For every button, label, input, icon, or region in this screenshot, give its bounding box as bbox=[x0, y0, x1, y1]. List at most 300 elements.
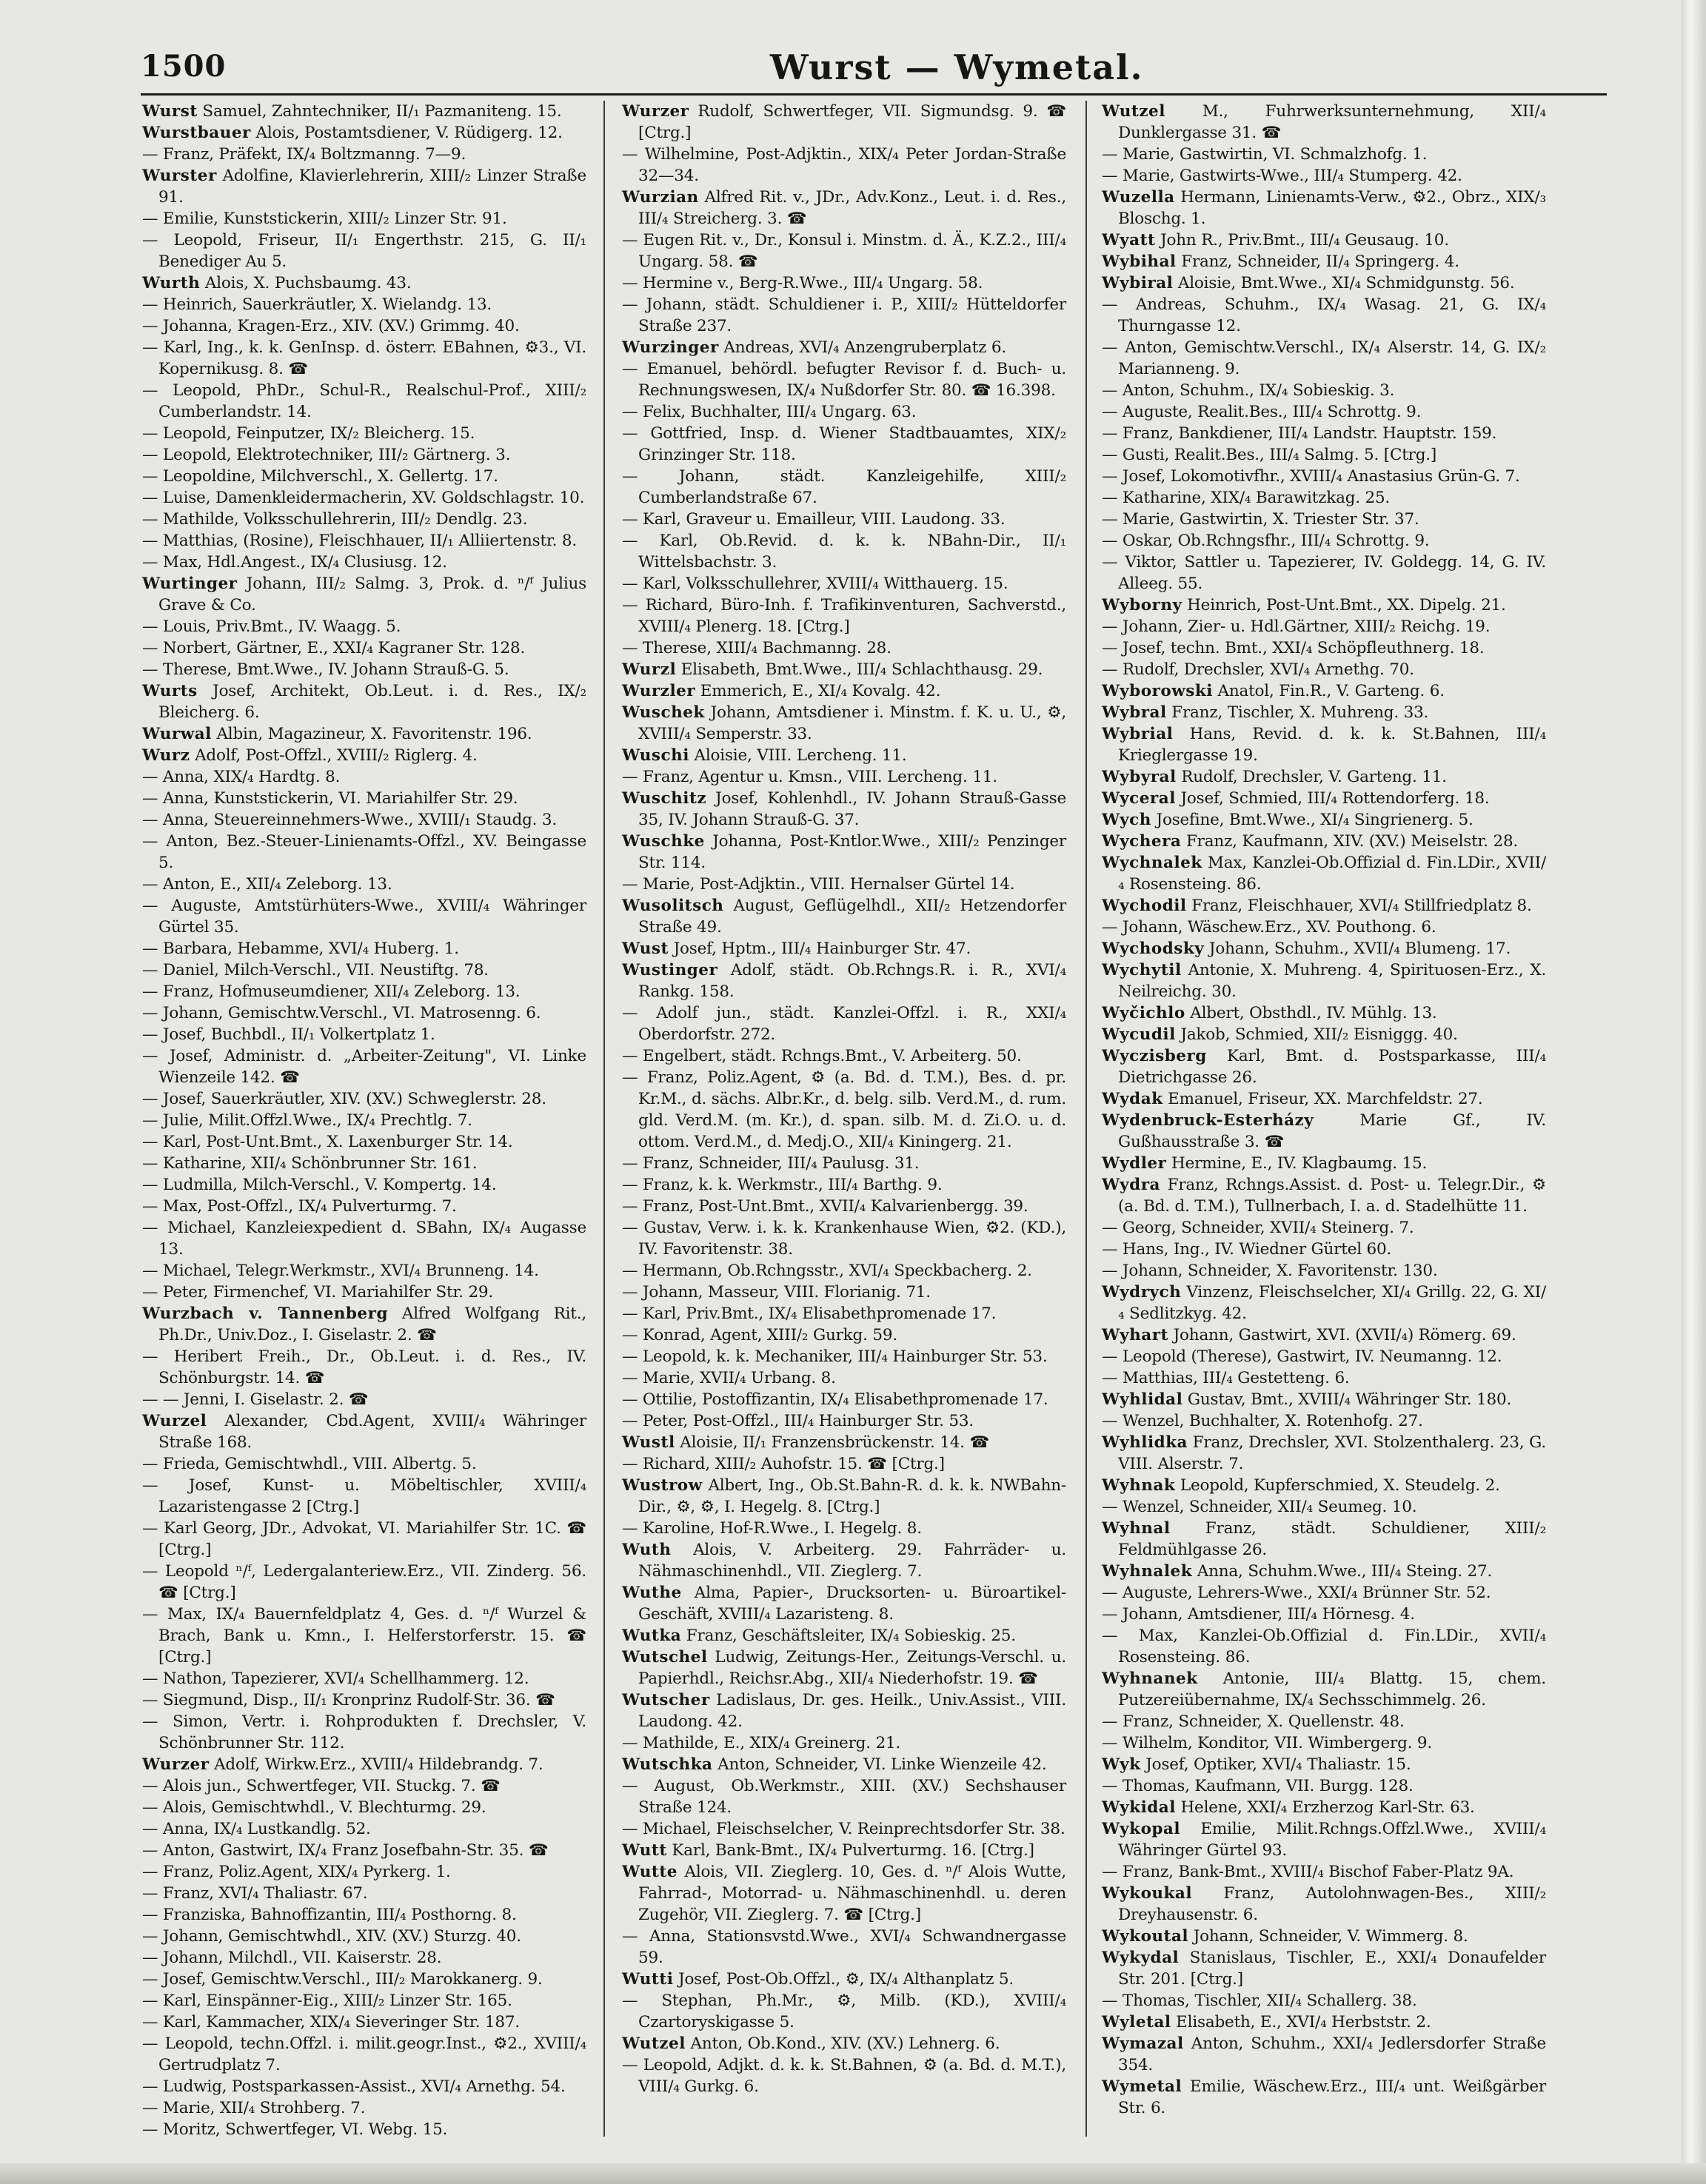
entry-text: — Hermann, Ob.Rchngsstr., XVI/₄ Speckbacherg. 2. bbox=[622, 1262, 1032, 1280]
entry-surname: Wustl bbox=[622, 1433, 675, 1452]
entry-text: — Johann, städt. Schuldiener i. P., XIII/₂ Hütteldorfer Straße 237. bbox=[622, 295, 1066, 335]
directory-entry bbox=[1102, 466, 1546, 487]
entry-text: Alois, V. Arbeiterg. 29. Fahrräder- u. Nähmaschinenhdl., VII. Zieglerg. 7. bbox=[638, 1541, 1066, 1581]
entry-surname: Wykoutal bbox=[1102, 1927, 1189, 1946]
directory-entry bbox=[142, 1883, 586, 1904]
entry-text: Emilie, Wäschew.Erz., III/₄ unt. Weißgärber Str. 6. bbox=[1118, 2077, 1546, 2117]
directory-entry bbox=[142, 1475, 586, 1518]
entry-text: — Franz, k. k. Werkmstr., III/₄ Barthg. 9. bbox=[622, 1176, 943, 1194]
directory-entry bbox=[142, 1002, 586, 1024]
entry-text: — Simon, Vertr. i. Rohprodukten f. Drechsler, V. Schönbrunner Str. 112. bbox=[142, 1712, 586, 1752]
entry-surname: Wychera bbox=[1102, 832, 1182, 851]
entry-text: Johann, Gastwirt, XVI. (XVII/₄) Römerg. 69. bbox=[1168, 1326, 1516, 1344]
entry-surname: Wutschka bbox=[622, 1755, 713, 1774]
directory-entry bbox=[142, 487, 586, 509]
entry-text: Alois, X. Puchsbaumg. 43. bbox=[200, 274, 412, 292]
entry-surname: Wurts bbox=[142, 682, 198, 700]
entry-text: — Josef, Gemischtw.Verschl., III/₂ Marokkanerg. 9. bbox=[142, 1970, 543, 1989]
entry-text: — Franz, Bank-Bmt., XVIII/₄ Bischof Faber-Platz 9A. bbox=[1102, 1863, 1514, 1881]
entry-text: Franz, Schneider, II/₄ Springerg. 4. bbox=[1176, 252, 1459, 271]
entry-text: — Anton, Bez.-Steuer-Linienamts-Offzl., XV. Beingasse 5. bbox=[142, 832, 586, 872]
directory-entry bbox=[1102, 1410, 1546, 1432]
entry-text: Heinrich, Post-Unt.Bmt., XX. Dipelg. 21. bbox=[1182, 596, 1506, 614]
entry-surname: Wyhnanek bbox=[1102, 1669, 1198, 1688]
directory-entry bbox=[622, 294, 1066, 337]
entry-surname: Wykopal bbox=[1102, 1820, 1181, 1838]
entry-text: — Franz, Schneider, X. Quellenstr. 48. bbox=[1102, 1712, 1405, 1731]
entry-text: Emmerich, E., XI/₄ Kovalg. 42. bbox=[695, 682, 941, 700]
entry-text: — Engelbert, städt. Rchngs.Bmt., V. Arbeiterg. 50. bbox=[622, 1047, 1022, 1065]
entry-surname: Wychodil bbox=[1102, 897, 1187, 915]
entry-text: Franz, Tischler, X. Muhreng. 33. bbox=[1166, 703, 1429, 722]
entry-text: — Michael, Kanzleiexpedient d. SBahn, IX/₄ Augasse 13. bbox=[142, 1219, 586, 1259]
entry-text: — Johann, städt. Kanzleigehilfe, XIII/₂ Cumberlandstraße 67. bbox=[622, 467, 1066, 507]
entry-text: — Karl, Priv.Bmt., IX/₄ Elisabethpromenade 17. bbox=[622, 1304, 997, 1323]
directory-entry bbox=[142, 1024, 586, 1045]
directory-entry bbox=[622, 1002, 1066, 1045]
directory-entry bbox=[1102, 2076, 1546, 2119]
directory-entry bbox=[142, 2012, 586, 2033]
entry-text: — Ludmilla, Milch-Verschl., V. Kompertg. 14. bbox=[142, 1176, 497, 1194]
directory-entry bbox=[142, 101, 586, 122]
entry-text: — Franz, Post-Unt.Bmt., XVII/₄ Kalvarienbergg. 39. bbox=[622, 1197, 1028, 1216]
entry-text: — Franz, XVI/₄ Thaliastr. 67. bbox=[142, 1884, 368, 1903]
entry-text: Alma, Papier-, Drucksorten- u. Büroartikel-Geschäft, XVIII/₄ Lazaristeng. 8. bbox=[638, 1584, 1066, 1624]
entry-text: Antonie, III/₄ Blattg. 15, chem. Putzereiübernahme, IX/₄ Sechsschimmelg. 26. bbox=[1118, 1669, 1546, 1709]
directory-entry bbox=[142, 788, 586, 809]
entry-text: — Marie, XVII/₄ Urbang. 8. bbox=[622, 1369, 836, 1387]
entry-text: Josef, Schmied, III/₄ Rottendorferg. 18. bbox=[1175, 789, 1490, 808]
entry-text: Ludwig, Zeitungs-Her., Zeitungs-Verschl. u. Papierhdl., Reichsr.Abg., XII/₄ Niederhofstr. 19. ☎ bbox=[638, 1648, 1066, 1688]
directory-entry bbox=[1102, 2012, 1546, 2033]
directory-entry bbox=[142, 1088, 586, 1110]
entry-surname: Wurster bbox=[142, 167, 217, 185]
directory-entry bbox=[1102, 1775, 1546, 1797]
directory-entry bbox=[142, 1818, 586, 1840]
entry-surname: Wyk bbox=[1102, 1755, 1141, 1774]
directory-entry bbox=[1102, 444, 1546, 466]
entry-text: — Franziska, Bahnoffizantin, III/₄ Posthorng. 8. bbox=[142, 1906, 517, 1924]
entry-surname: Wurtinger bbox=[142, 575, 238, 593]
entry-text: — Daniel, Milch-Verschl., VII. Neustiftg. 78. bbox=[142, 961, 489, 979]
entry-text: Franz, Kaufmann, XIV. (XV.) Meiselstr. 28. bbox=[1181, 832, 1519, 851]
directory-entry bbox=[142, 831, 586, 874]
directory-entry bbox=[142, 1389, 586, 1410]
directory-entry bbox=[1102, 723, 1546, 766]
entry-text: — Alois jun., Schwertfeger, VII. Stuckg. 7. ☎ bbox=[142, 1777, 501, 1795]
directory-entry bbox=[622, 895, 1066, 938]
entry-text: — Norbert, Gärtner, E., XXI/₄ Kagraner Str. 128. bbox=[142, 639, 526, 657]
directory-entry bbox=[142, 1174, 586, 1196]
entry-surname: Wydra bbox=[1102, 1176, 1160, 1194]
directory-entry bbox=[1102, 1174, 1546, 1217]
entry-text: — Viktor, Sattler u. Tapezierer, IV. Goldegg. 14, G. IV. Alleeg. 55. bbox=[1102, 553, 1546, 593]
directory-entry bbox=[142, 981, 586, 1002]
entry-surname: Wybrial bbox=[1102, 725, 1174, 743]
entry-text: — Thomas, Tischler, XII/₄ Schallerg. 38. bbox=[1102, 1992, 1417, 2010]
entry-surname: Wuthe bbox=[622, 1584, 682, 1602]
directory-entry bbox=[1102, 251, 1546, 272]
entry-text: — Max, Kanzlei-Ob.Offizial d. Fin.LDir., XVII/₄ Rosensteing. 86. bbox=[1102, 1627, 1546, 1667]
directory-entry bbox=[1102, 1625, 1546, 1668]
entry-text: Leopold, Kupferschmied, X. Steudelg. 2. bbox=[1175, 1476, 1500, 1495]
directory-entry bbox=[1102, 1324, 1546, 1346]
entry-text: Hermine, E., IV. Klagbaumg. 15. bbox=[1166, 1154, 1428, 1173]
directory-entry bbox=[142, 1775, 586, 1797]
entry-text: — Stephan, Ph.Mr., ⚙, Milb. (KD.), XVIII/₄ Czartoryskigasse 5. bbox=[622, 1992, 1066, 2031]
entry-surname: Wurth bbox=[142, 274, 201, 292]
entry-text: — Johann, Zier- u. Hdl.Gärtner, XIII/₂ Reichg. 19. bbox=[1102, 617, 1491, 636]
directory-entry bbox=[622, 573, 1066, 594]
entry-text: Stanislaus, Tischler, E., XXI/₄ Donaufelder Str. 201. [Ctrg.] bbox=[1118, 1949, 1546, 1989]
entry-text: — Josef, Sauerkräutler, XIV. (XV.) Schweglerstr. 28. bbox=[142, 1090, 546, 1108]
entry-surname: Wykoukal bbox=[1102, 1884, 1193, 1903]
directory-entry bbox=[622, 1775, 1066, 1818]
directory-entry bbox=[1102, 401, 1546, 423]
directory-entry bbox=[142, 1604, 586, 1668]
directory-entry bbox=[622, 959, 1066, 1002]
page-edge bbox=[1681, 0, 1706, 2184]
directory-entry bbox=[142, 208, 586, 230]
entry-surname: Wyatt bbox=[1102, 231, 1156, 249]
directory-entry bbox=[142, 680, 586, 723]
entry-text: Aloisie, VIII. Lercheng. 11. bbox=[689, 746, 907, 765]
directory-entry bbox=[622, 1303, 1066, 1324]
directory-entry bbox=[142, 938, 586, 959]
entry-surname: Wuth bbox=[622, 1541, 672, 1559]
entry-surname: Wyhnak bbox=[1102, 1476, 1176, 1495]
directory-entry bbox=[622, 1367, 1066, 1389]
entry-surname: Wymazal bbox=[1102, 2034, 1184, 2053]
entry-text: Samuel, Zahntechniker, II/₁ Pazmaniteng. 15. bbox=[197, 102, 562, 121]
entry-text: — Hermine v., Berg-R.Wwe., III/₄ Ungarg. 58. bbox=[622, 274, 983, 292]
entry-surname: Wykidal bbox=[1102, 1798, 1176, 1817]
entry-text: Alois, VII. Zieglerg. 10, Ges. d. ⁿ/ᶠ Alois Wutte, Fahrrad-, Motorrad- u. Nähmaschinenhdl. u. deren Zugehör, VII. Zieglerg. 7. ☎ [Ctrg.] bbox=[638, 1863, 1066, 1924]
directory-entry bbox=[1102, 1002, 1546, 1024]
directory-entry bbox=[622, 766, 1066, 788]
entry-surname: Wyletal bbox=[1102, 2013, 1171, 2031]
entry-text: — Johann, Gemischtw.Verschl., VI. Matrosenng. 6. bbox=[142, 1004, 541, 1022]
entry-text: — Marie, Gastwirtin, X. Triester Str. 37. bbox=[1102, 510, 1419, 529]
entry-text: — Leopold, k. k. Mechaniker, III/₄ Hainburger Str. 53. bbox=[622, 1347, 1048, 1366]
directory-entry bbox=[142, 2097, 586, 2119]
directory-entry bbox=[1102, 272, 1546, 294]
entry-text: Emilie, Milit.Rchngs.Offzl.Wwe., XVIII/₄ Währinger Gürtel 93. bbox=[1118, 1820, 1546, 1860]
entry-text: — Peter, Firmenchef, VI. Mariahilfer Str. 29. bbox=[142, 1283, 494, 1302]
entry-surname: Wychnalek bbox=[1102, 854, 1202, 872]
entry-text: — Anna, XIX/₄ Hardtg. 8. bbox=[142, 768, 341, 786]
entry-text: — Auguste, Realit.Bes., III/₄ Schrottg. 9. bbox=[1102, 403, 1422, 421]
directory-entry bbox=[1102, 1518, 1546, 1561]
entry-surname: Wutti bbox=[622, 1970, 674, 1989]
entry-text: Anton, Schneider, VI. Linke Wienzeile 42. bbox=[712, 1755, 1047, 1774]
entry-text: — Johann, Milchdl., VII. Kaiserstr. 28. bbox=[142, 1949, 442, 1967]
entry-text: — Louis, Priv.Bmt., IV. Waagg. 5. bbox=[142, 617, 401, 636]
directory-entry bbox=[142, 337, 586, 380]
entry-text: — Leopold, PhDr., Schul-R., Realschul-Prof., XIII/₂ Cumberlandstr. 14. bbox=[142, 381, 586, 421]
entry-surname: Wurzer bbox=[142, 1755, 210, 1774]
directory-entry bbox=[622, 1818, 1066, 1840]
entry-text: — Michael, Fleischselcher, V. Reinprechtsdorfer Str. 38. bbox=[622, 1820, 1066, 1838]
entry-text: — Gustav, Verw. i. k. k. Krankenhause Wien, ⚙2. (KD.), IV. Favoritenstr. 38. bbox=[622, 1219, 1066, 1259]
entry-text: Alfred Wolfgang Rit., Ph.Dr., Univ.Doz., I. Giselastr. 2. ☎ bbox=[158, 1304, 586, 1344]
entry-text: — Alois, Gemischtwhdl., V. Blechturmg. 29. bbox=[142, 1798, 486, 1817]
directory-entry bbox=[622, 1067, 1066, 1153]
entry-text: — Johann, Masseur, VIII. Florianig. 71. bbox=[622, 1283, 931, 1302]
directory-entry bbox=[1102, 1217, 1546, 1239]
directory-entry bbox=[1102, 1582, 1546, 1604]
directory-entry bbox=[622, 466, 1066, 509]
entry-text: — Karl, Einspänner-Eig., XIII/₂ Linzer Str. 165. bbox=[142, 1992, 512, 2010]
directory-entry bbox=[622, 1260, 1066, 1282]
entry-text: — Auguste, Amtstürhüters-Wwe., XVIII/₄ Währinger Gürtel 35. bbox=[142, 897, 586, 937]
entry-text: — Thomas, Kaufmann, VII. Burgg. 128. bbox=[1102, 1777, 1414, 1795]
entry-surname: Wybyral bbox=[1102, 768, 1177, 786]
directory-entry bbox=[142, 1561, 586, 1604]
entry-surname: Wyhnalek bbox=[1102, 1562, 1193, 1581]
directory-entry bbox=[1102, 1260, 1546, 1282]
entry-text: — Wilhelm, Konditor, VII. Wimbergerg. 9. bbox=[1102, 1734, 1433, 1752]
directory-entry bbox=[142, 1711, 586, 1754]
directory-entry bbox=[1102, 1389, 1546, 1410]
directory-entry bbox=[142, 1990, 586, 2012]
entry-text: — Leopold, Adjkt. d. k. k. St.Bahnen, ⚙ (a. Bd. d. M.T.), VIII/₄ Gurkg. 6. bbox=[622, 2056, 1066, 2096]
directory-entry bbox=[622, 1969, 1066, 1990]
entry-text: — Josef, Buchbdl., II/₁ Volkertplatz 1. bbox=[142, 1025, 435, 1044]
entry-text: — Leopold, Friseur, II/₁ Engerthstr. 215, G. II/₁ Benediger Au 5. bbox=[142, 231, 586, 271]
entry-text: Adolf, städt. Ob.Rchngs.R. i. R., XVI/₄ Rankg. 158. bbox=[638, 961, 1066, 1001]
entry-text: Adolfine, Klavierlehrerin, XIII/₂ Linzer Straße 91. bbox=[158, 167, 586, 207]
directory-entry bbox=[1102, 1153, 1546, 1174]
entry-surname: Wusolitsch bbox=[622, 897, 724, 915]
directory-entry bbox=[1102, 423, 1546, 444]
directory-entry bbox=[622, 1153, 1066, 1174]
entry-surname: Wykydal bbox=[1102, 1949, 1180, 1967]
entry-text: M., Fuhrwerksunternehmung, XII/₄ Dunklergasse 31. ☎ bbox=[1118, 102, 1546, 142]
directory-entry bbox=[1102, 1346, 1546, 1367]
entry-text: — Therese, XIII/₄ Bachmanng. 28. bbox=[622, 639, 892, 657]
entry-surname: Wuschek bbox=[622, 703, 705, 722]
entry-text: — Eugen Rit. v., Dr., Konsul i. Minstm. d. Ä., K.Z.2., III/₄ Ungarg. 58. ☎ bbox=[622, 231, 1066, 271]
entry-text: — Gottfried, Insp. d. Wiener Stadtbauamtes, XIX/₂ Grinzinger Str. 118. bbox=[622, 424, 1066, 464]
entry-surname: Wyczisberg bbox=[1102, 1047, 1207, 1065]
directory-entry bbox=[1102, 1990, 1546, 2012]
directory-entry bbox=[622, 358, 1066, 401]
entry-surname: Wuschi bbox=[622, 746, 689, 765]
entry-text: — Oskar, Ob.Rchngsfhr., III/₄ Schrottg. 9. bbox=[1102, 532, 1430, 550]
directory-entry bbox=[142, 552, 586, 573]
directory-entry bbox=[142, 509, 586, 530]
entry-text: — Anna, Steuereinnehmers-Wwe., XVIII/₁ Staudg. 3. bbox=[142, 811, 558, 829]
entry-text: Antonie, X. Muhreng. 4, Spirituosen-Erz., X. Neilreichg. 30. bbox=[1118, 961, 1546, 1001]
directory-entry bbox=[622, 530, 1066, 573]
directory-entry bbox=[142, 809, 586, 831]
entry-text: — Karl, Post-Unt.Bmt., X. Laxenburger Str. 14. bbox=[142, 1133, 513, 1151]
directory-entry bbox=[142, 637, 586, 659]
entry-text: Johann, Schuhm., XVII/₄ Blumeng. 17. bbox=[1204, 939, 1511, 958]
directory-entry bbox=[1102, 1883, 1546, 1926]
entry-text: — Wenzel, Schneider, XII/₄ Seumeg. 10. bbox=[1102, 1498, 1417, 1516]
entry-surname: Wyhart bbox=[1102, 1326, 1168, 1344]
entry-text: — Marie, Gastwirtin, VI. Schmalzhofg. 1. bbox=[1102, 145, 1428, 164]
entry-text: — Franz, Schneider, III/₄ Paulusg. 31. bbox=[622, 1154, 920, 1173]
directory-entry bbox=[622, 1647, 1066, 1689]
directory-entry bbox=[1102, 1367, 1546, 1389]
column-1 bbox=[142, 101, 586, 2140]
entry-text: — Leopold, Feinputzer, IX/₂ Bleicherg. 15. bbox=[142, 424, 475, 443]
entry-text: — Emilie, Kunststickerin, XIII/₂ Linzer Str. 91. bbox=[142, 210, 507, 228]
entry-text: — Richard, Büro-Inh. f. Trafikinventuren, Sachverstd., XVIII/₄ Plenerg. 18. [Ctrg.] bbox=[622, 596, 1066, 636]
entry-text: Hermann, Linienamts-Verw., ⚙2., Obrz., XIX/₃ Bloschg. 1. bbox=[1118, 188, 1546, 228]
entry-text: — Michael, Telegr.Werkmstr., XVI/₄ Brunneng. 14. bbox=[142, 1262, 539, 1280]
directory-entry bbox=[1102, 487, 1546, 509]
entry-surname: Wutscher bbox=[622, 1691, 710, 1709]
directory-entry bbox=[622, 1045, 1066, 1067]
entry-text: — Max, IX/₄ Bauernfeldplatz 4, Ges. d. ⁿ/ᶠ Wurzel & Brach, Bank u. Kmn., I. Helferstorferstr. 15. ☎ [Ctrg.] bbox=[142, 1605, 586, 1667]
directory-entry bbox=[1102, 637, 1546, 659]
directory-entry bbox=[142, 315, 586, 337]
entry-text: — August, Ob.Werkmstr., XIII. (XV.) Sechshauser Straße 124. bbox=[622, 1777, 1066, 1817]
directory-entry bbox=[622, 1539, 1066, 1582]
directory-entry bbox=[1102, 187, 1546, 230]
entry-text: — Leopoldine, Milchverschl., X. Gellertg. 17. bbox=[142, 467, 498, 486]
directory-entry bbox=[622, 1990, 1066, 2033]
page-edge bbox=[0, 2163, 1706, 2184]
entry-text: Rudolf, Schwertfeger, VII. Sigmundsg. 9. ☎ [Ctrg.] bbox=[638, 102, 1066, 142]
entry-text: — Anton, Gastwirt, IX/₄ Franz Josefbahn-Str. 35. ☎ bbox=[142, 1841, 549, 1860]
entry-text: — Anna, IX/₄ Lustkandlg. 52. bbox=[142, 1820, 371, 1838]
directory-entry bbox=[142, 1153, 586, 1174]
directory-entry bbox=[142, 444, 586, 466]
entry-text: Josef, Hptm., III/₄ Hainburger Str. 47. bbox=[668, 939, 971, 958]
entry-surname: Wutt bbox=[622, 1841, 667, 1860]
entry-surname: Wybiral bbox=[1102, 274, 1174, 292]
entry-text: — Franz, Hofmuseumdiener, XII/₄ Zeleborg. 13. bbox=[142, 982, 521, 1001]
entry-text: Johann, Amtsdiener i. Minstm. f. K. u. U., ⚙, XVIII/₄ Semperstr. 33. bbox=[638, 703, 1066, 743]
entry-surname: Wybral bbox=[1102, 703, 1167, 722]
entry-text: Johann, III/₂ Salmg. 3, Prok. d. ⁿ/ᶠ Julius Grave & Co. bbox=[158, 575, 586, 614]
entry-text: — Katharine, XIX/₄ Barawitzkag. 25. bbox=[1102, 489, 1391, 507]
directory-entry bbox=[1102, 1947, 1546, 1990]
directory-entry bbox=[142, 1926, 586, 1947]
entry-surname: Wust bbox=[622, 939, 669, 958]
column-divider bbox=[1086, 101, 1087, 2137]
entry-text: Josef, Optiker, XVI/₄ Thaliastr. 15. bbox=[1140, 1755, 1411, 1774]
entry-text: — Hans, Ing., IV. Wiedner Gürtel 60. bbox=[1102, 1240, 1392, 1259]
entry-text: Anatol, Fin.R., V. Garteng. 6. bbox=[1212, 682, 1445, 700]
entry-text: Anton, Schuhm., XXI/₄ Jedlersdorfer Straße 354. bbox=[1118, 2034, 1546, 2074]
entry-text: — Matthias, III/₄ Gestetteng. 6. bbox=[1102, 1369, 1350, 1387]
entry-text: Karl, Bank-Bmt., IX/₄ Pulverturmg. 16. [Ctrg.] bbox=[666, 1841, 1034, 1860]
directory-entry bbox=[142, 723, 586, 745]
page-number: 1500 bbox=[141, 49, 227, 84]
entry-surname: Wydak bbox=[1102, 1090, 1163, 1108]
entry-text: — Katharine, XII/₄ Schönbrunner Str. 161. bbox=[142, 1154, 478, 1173]
directory-entry bbox=[142, 294, 586, 315]
directory-entry bbox=[1102, 1239, 1546, 1260]
entry-text: — Anton, Gemischtw.Verschl., IX/₄ Alserstr. 14, G. IX/₂ Marianneng. 9. bbox=[1102, 338, 1546, 378]
directory-entry bbox=[1102, 1045, 1546, 1088]
directory-entry bbox=[1102, 294, 1546, 337]
directory-entry bbox=[142, 1668, 586, 1689]
directory-entry bbox=[1102, 680, 1546, 702]
directory-entry bbox=[622, 401, 1066, 423]
entry-text: — Ottilie, Postoffizantin, IX/₄ Elisabethpromenade 17. bbox=[622, 1390, 1048, 1409]
directory-entry bbox=[142, 766, 586, 788]
entry-text: — Max, Post-Offzl., IX/₄ Pulverturmg. 7. bbox=[142, 1197, 457, 1216]
entry-text: Johann, Schneider, V. Wimmerg. 8. bbox=[1188, 1927, 1468, 1946]
directory-entry bbox=[1102, 1475, 1546, 1496]
directory-entry bbox=[1102, 144, 1546, 165]
directory-entry bbox=[142, 272, 586, 294]
entry-text: Gustav, Bmt., XVIII/₄ Währinger Str. 180. bbox=[1183, 1390, 1512, 1409]
entry-text: — Leopold, Elektrotechniker, III/₂ Gärtnerg. 3. bbox=[142, 446, 511, 464]
directory-entry bbox=[142, 122, 586, 144]
directory-entry bbox=[622, 1926, 1066, 1969]
directory-entry bbox=[142, 1689, 586, 1711]
entry-surname: Wurstbauer bbox=[142, 124, 251, 142]
directory-entry bbox=[142, 2033, 586, 2076]
directory-entry bbox=[622, 101, 1066, 144]
directory-entry bbox=[142, 1947, 586, 1969]
directory-entry bbox=[1102, 1432, 1546, 1475]
entry-text: Anton, Ob.Kond., XIV. (XV.) Lehnerg. 6. bbox=[685, 2034, 1000, 2053]
entry-surname: Wydenbruck-Esterházy bbox=[1102, 1111, 1314, 1130]
entry-text: Alfred Rit. v., JDr., Adv.Konz., Leut. i. d. Res., III/₄ Streicherg. 3. ☎ bbox=[638, 188, 1066, 228]
directory-entry bbox=[622, 831, 1066, 874]
entry-text: — Franz, Poliz.Agent, ⚙ (a. Bd. d. T.M.), Bes. d. pr. Kr.M., d. sächs. Albr.Kr., d. belg. silb. Verd.M., d. rum. gld. Verd.M. (m. Kr.), d. span. silb. M. d. Zi.O. u. d. ottom. Verd.M., d. Medj.O., XII/₄ Kiningerg. 21. bbox=[622, 1068, 1066, 1151]
entry-text: Andreas, XVI/₄ Anzengruberplatz 6. bbox=[718, 338, 1006, 357]
entry-surname: Wyborny bbox=[1102, 596, 1183, 614]
entry-text: Josef, Architekt, Ob.Leut. i. d. Res., IX/₂ Bleicherg. 6. bbox=[158, 682, 586, 722]
directory-entry bbox=[622, 1625, 1066, 1647]
directory-entry bbox=[142, 380, 586, 423]
entry-text: Ladislaus, Dr. ges. Heilk., Univ.Assist., VIII. Laudong. 42. bbox=[638, 1691, 1066, 1731]
entry-text: — Anton, Schuhm., IX/₄ Sobieskig. 3. bbox=[1102, 381, 1395, 400]
directory-entry bbox=[1102, 1818, 1546, 1861]
directory-entry bbox=[622, 1196, 1066, 1217]
directory-entry bbox=[142, 2119, 586, 2140]
entry-text: — Julie, Milit.Offzl.Wwe., IX/₄ Prechtlg. 7. bbox=[142, 1111, 472, 1130]
entry-text: — Karl, Kammacher, XIX/₄ Sieveringer Str. 187. bbox=[142, 2013, 520, 2031]
directory-entry bbox=[622, 659, 1066, 680]
directory-entry bbox=[622, 272, 1066, 294]
directory-entry bbox=[622, 423, 1066, 466]
entry-text: — Marie, XII/₄ Strohberg. 7. bbox=[142, 2099, 366, 2117]
directory-entry bbox=[622, 1475, 1066, 1518]
entry-text: — Karl, Graveur u. Emailleur, VIII. Laudong. 33. bbox=[622, 510, 1006, 529]
directory-entry bbox=[622, 509, 1066, 530]
entry-text: — Marie, Post-Adjktin., VIII. Hernalser Gürtel 14. bbox=[622, 875, 1015, 894]
entry-surname: Wyčichlo bbox=[1102, 1004, 1185, 1022]
entry-surname: Wurzel bbox=[142, 1412, 207, 1430]
entry-text: — Rudolf, Drechsler, XVI/₄ Arnethg. 70. bbox=[1102, 660, 1414, 679]
directory-entry bbox=[622, 1217, 1066, 1260]
entry-text: — Johanna, Kragen-Erz., XIV. (XV.) Grimmg. 40. bbox=[142, 317, 520, 335]
entry-text: — Karoline, Hof-R.Wwe., I. Hegelg. 8. bbox=[622, 1519, 922, 1538]
entry-surname: Wustinger bbox=[622, 961, 718, 979]
entry-surname: Wyceral bbox=[1102, 789, 1176, 808]
entry-surname: Wybihal bbox=[1102, 252, 1177, 271]
entry-surname: Wurst bbox=[142, 102, 198, 121]
directory-entry bbox=[142, 165, 586, 208]
entry-surname: Wurzinger bbox=[622, 338, 719, 357]
directory-entry bbox=[1102, 380, 1546, 401]
directory-entry bbox=[622, 1282, 1066, 1303]
entry-text: — — Jenni, I. Giselastr. 2. ☎ bbox=[142, 1390, 369, 1409]
entry-text: Marie Gf., IV. Gußhausstraße 3. ☎ bbox=[1118, 1111, 1546, 1151]
directory-entry bbox=[1102, 659, 1546, 680]
